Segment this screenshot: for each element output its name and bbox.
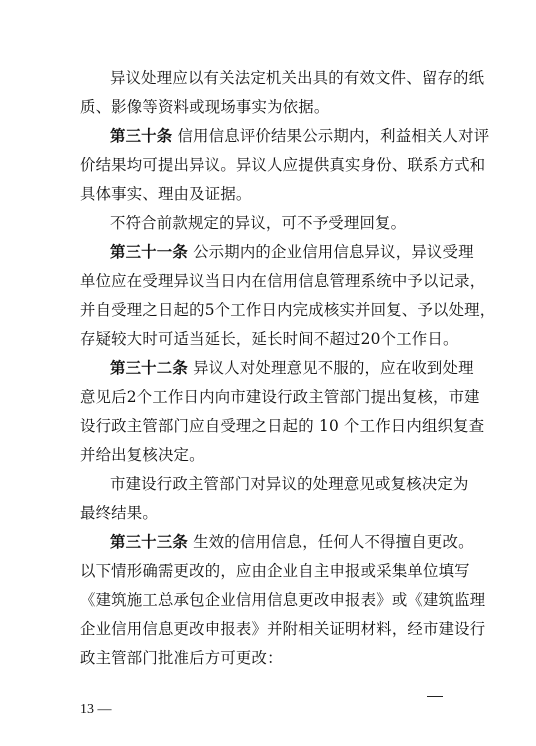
paragraph-line: 异议处理应以有关法定机关出具的有效文件、留存的纸 [110,69,485,87]
paragraph-line [110,126,490,146]
article-heading: 第三十二条 [110,359,188,377]
paragraph-line: 并自受理之日起的5个工作日内完成核实并回复、予以处理， [80,301,496,319]
paragraph-line: 设行政主管部门应自受理之日起的 10 个工作日内组织复查 [80,417,485,435]
paragraph-text: 信用信息评价结果公示期内，利益相关人对评 [177,127,490,145]
article-heading: 第三十条 [110,127,173,145]
paragraph-line: 并给出复核决定。 [80,446,205,464]
footer-divider-dash [427,696,443,697]
paragraph-text: 生效的信用信息，任何人不得擅自更改。 [193,533,474,551]
paragraph-line: 存疑较大时可适当延长，延长时间不超过20个工作日。 [80,330,459,348]
paragraph-line: 具体事实、理由及证据。 [80,185,252,203]
page-number: 13 — [80,702,112,717]
paragraph-line: 价结果均可提出异议。异议人应提供真实身份、联系方式和 [80,156,486,174]
paragraph-line: 意见后2个工作日内向市建设行政主管部门提出复核，市建 [80,388,480,406]
paragraph-line: 最终结果。 [80,504,158,522]
paragraph-line: 质、影像等资料或现场事实为依据。 [80,98,330,116]
paragraph-line: 单位应在受理异议当日内在信用信息管理系统中予以记录， [80,272,486,290]
paragraph-line: 政主管部门批准后方可更改： [80,649,283,667]
paragraph-line: 不符合前款规定的异议，可不予受理回复。 [110,214,407,232]
paragraph-line [110,532,490,552]
paragraph-line [110,242,490,262]
article-heading: 第三十一条 [110,243,188,261]
paragraph-line: 《建筑施工总承包企业信用信息更改申报表》或《建筑监理 [80,591,486,609]
paragraph-text: 公示期内的企业信用信息异议，异议受理 [193,243,474,261]
paragraph-text: 异议人对处理意见不服的，应在收到处理 [193,359,474,377]
paragraph-line: 市建设行政主管部门对异议的处理意见或复核决定为 [110,475,469,493]
paragraph-line: 企业信用信息更改申报表》并附相关证明材料，经市建设行 [80,620,486,638]
paragraph-line: 以下情形确需更改的，应由企业自主申报或采集单位填写 [80,562,470,580]
article-heading: 第三十三条 [110,533,188,551]
paragraph-line [110,358,490,378]
